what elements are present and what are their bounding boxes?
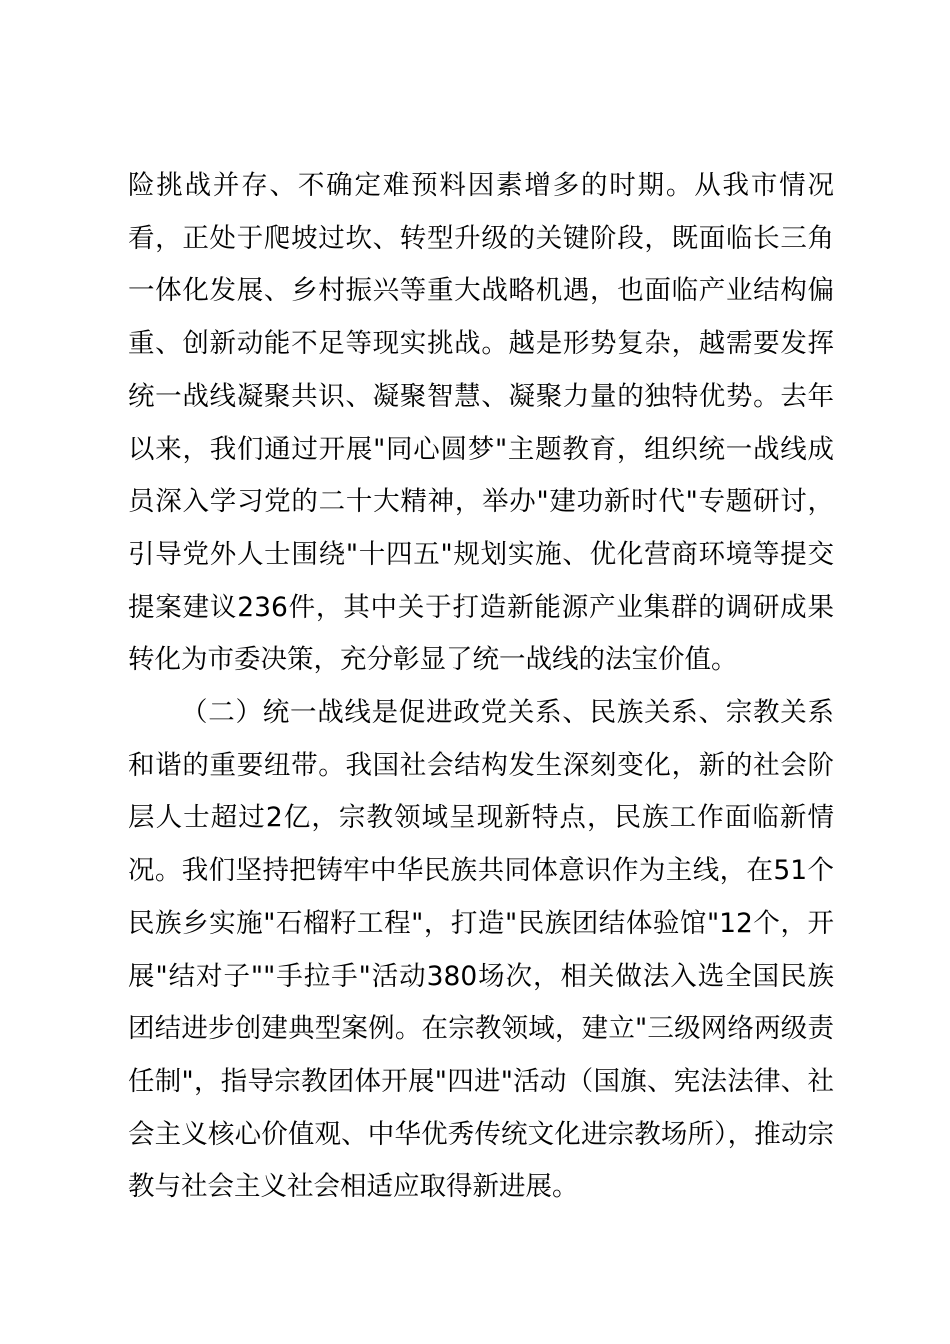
- paragraph-section-two: （二）统一战线是促进政党关系、民族关系、宗教关系和谐的重要纽带。我国社会结构发生深刻变化，新的社会阶层人士超过2亿，宗教领域呈现新特点，民族工作面临新情况。我们坚持把铸牢中华民族共同体意识作为主线，在51个民族乡实施"石榴籽工程"，打造"民族团结体验馆"12个，开展"结对子""手拉手"活动380场次，相关做法入选全国民族团结进步创建典型案例。在宗教领域，建立"三级网络两级责任制"，指导宗教团体开展"四进"活动（国旗、宪法法律、社会主义核心价值观、中华优秀传统文化进宗教场所），推动宗教与社会主义社会相适应取得新进展。: [128, 697, 834, 1203]
- document-body: [128, 160, 834, 1214]
- paragraph-continued: 险挑战并存、不确定难预料因素增多的时期。从我市情况看，正处于爬坡过坎、转型升级的关键阶段，既面临长三角一体化发展、乡村振兴等重大战略机遇，也面临产业结构偏重、创新动能不足等现实挑战。越是形势复杂，越需要发挥统一战线凝聚共识、凝聚智慧、凝聚力量的独特优势。去年以来，我们通过开展"同心圆梦"主题教育，组织统一战线成员深入学习党的二十大精神，举办"建功新时代"专题研讨，引导党外人士围绕"十四五"规划实施、优化营商环境等提交提案建议236件，其中关于打造新能源产业集群的调研成果转化为市委决策，充分彰显了统一战线的法宝价值。: [128, 170, 834, 676]
